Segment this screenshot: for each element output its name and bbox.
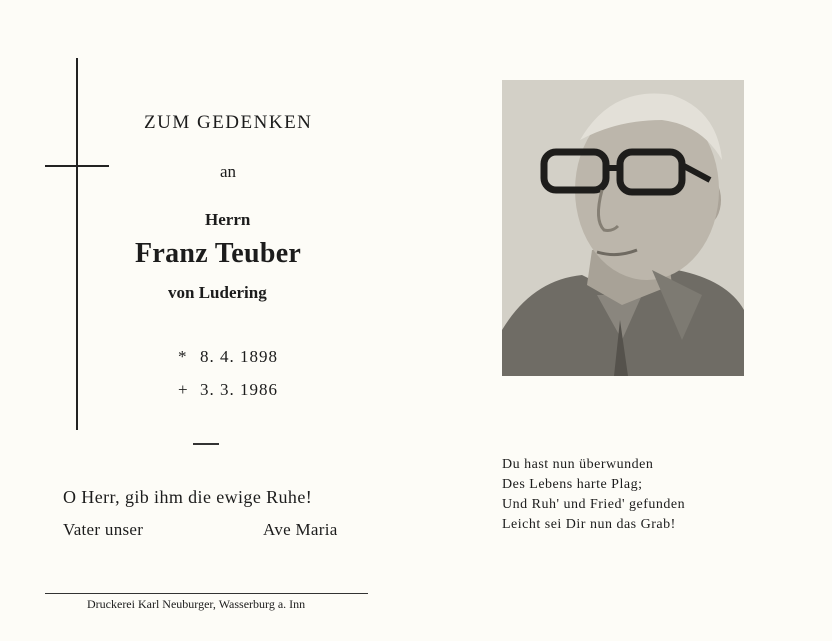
separator-dash	[193, 443, 219, 445]
poem-line: Des Lebens harte Plag;	[502, 477, 643, 492]
portrait-illustration	[502, 80, 744, 376]
death-symbol: +	[178, 380, 189, 399]
prayer-line: O Herr, gib ihm die ewige Ruhe!	[63, 487, 313, 507]
footer-rule	[45, 593, 368, 594]
death-date	[178, 380, 278, 400]
card-heading: ZUM GEDENKEN	[144, 112, 313, 133]
death-date-value: 3. 3. 1986	[200, 380, 278, 399]
portrait-photo	[502, 80, 744, 376]
deceased-name: Franz Teuber	[135, 238, 302, 269]
deceased-origin: von Ludering	[168, 283, 267, 302]
birth-symbol: *	[178, 347, 188, 366]
card-an: an	[220, 162, 237, 181]
prayer-vater-unser: Vater unser	[63, 520, 144, 539]
poem	[502, 455, 685, 535]
prayer-ave-maria: Ave Maria	[263, 520, 338, 539]
birth-date	[178, 347, 278, 367]
birth-date-value: 8. 4. 1898	[200, 347, 278, 366]
poem-line: Leicht sei Dir nun das Grab!	[502, 517, 676, 532]
cross-icon	[76, 58, 78, 430]
poem-line: Du hast nun überwunden	[502, 457, 654, 472]
poem-line: Und Ruh' und Fried' gefunden	[502, 497, 686, 512]
salutation: Herrn	[205, 210, 251, 229]
printer-imprint: Druckerei Karl Neuburger, Wasserburg a. Inn	[87, 597, 306, 611]
cross-icon-bar	[45, 165, 109, 167]
